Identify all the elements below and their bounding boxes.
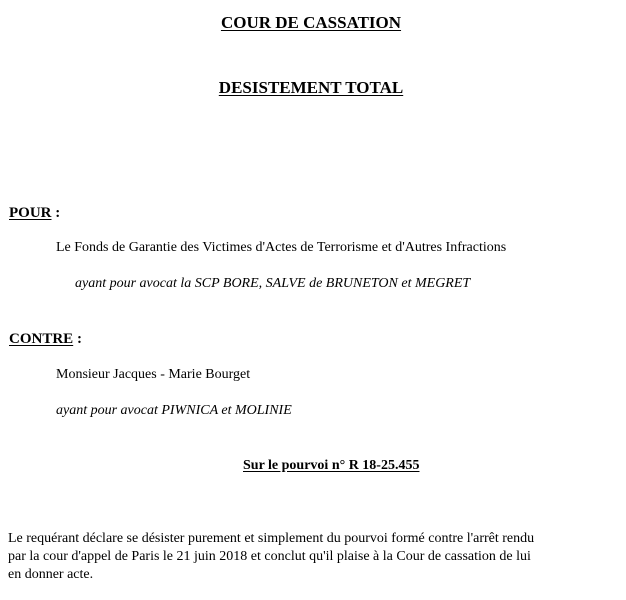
court-title: COUR DE CASSATION	[220, 13, 402, 32]
body-line: Le requérant déclare se désister purement et simplement du pourvoi formé contre l'arrêt rendu	[8, 531, 535, 546]
pour-party-name: Le Fonds de Garantie des Victimes d'Actes de Terrorisme et d'Autres Infractions	[56, 240, 507, 255]
contre-lawyer: ayant pour avocat PIWNICA et MOLINIE	[56, 403, 292, 418]
appeal-reference: Sur le pourvoi n° R 18-25.455	[243, 458, 420, 473]
pour-label-text: POUR	[9, 205, 52, 221]
body-line: par la cour d'appel de Paris le 21 juin 2018 et conclut qu'il plaise à la Cour de cassation de lui	[8, 549, 531, 564]
document-title: DESISTEMENT TOTAL	[218, 78, 404, 97]
body-paragraph	[8, 530, 618, 584]
contre-label	[9, 331, 82, 348]
body-line: en donner acte.	[8, 567, 94, 582]
contre-party-name: Monsieur Jacques - Marie Bourget	[56, 367, 251, 382]
pour-label-colon: :	[51, 205, 61, 221]
contre-label-text: CONTRE	[9, 331, 74, 347]
contre-label-colon: :	[73, 331, 82, 347]
pour-label	[9, 205, 60, 222]
pour-lawyer: ayant pour avocat la SCP BORE, SALVE de BRUNETON et MEGRET	[75, 276, 471, 291]
